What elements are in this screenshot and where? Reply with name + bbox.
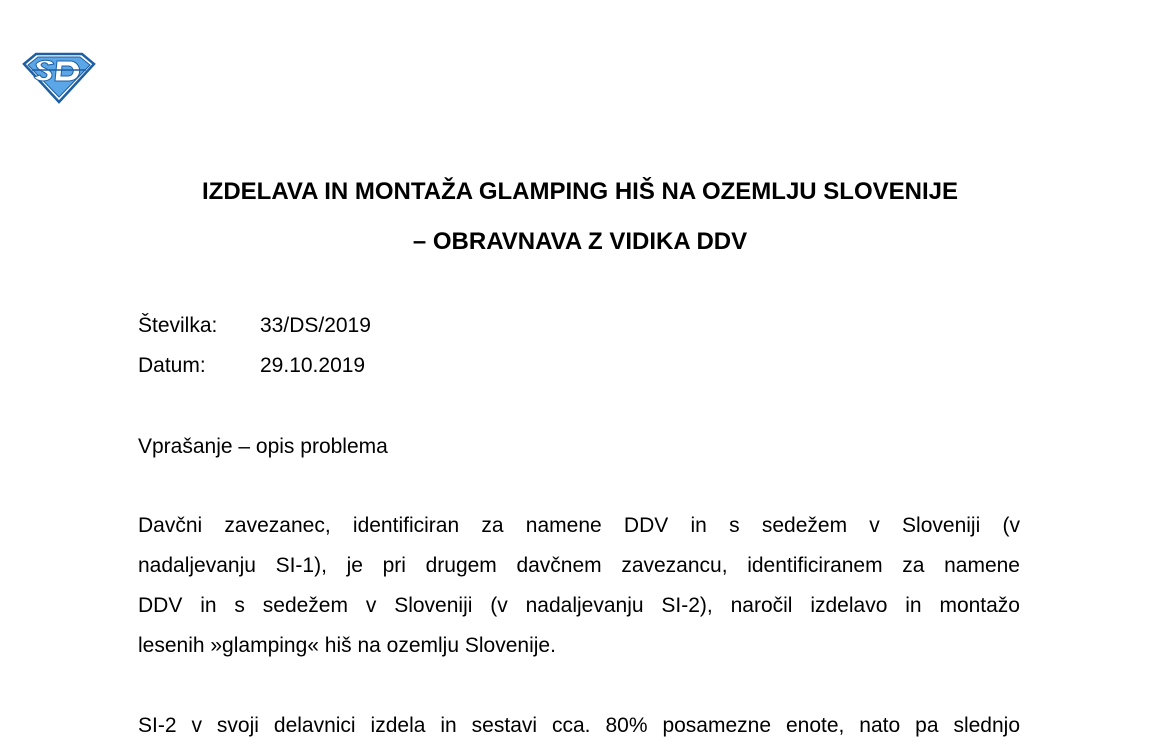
- document-title-line-2: – OBRAVNAVA Z VIDIKA DDV: [412, 228, 748, 255]
- shield-logo-icon: [22, 50, 96, 104]
- document-number-row: [138, 313, 371, 339]
- document-number-value: 33/DS/2019: [260, 314, 371, 337]
- paragraph-line: lesenih »glamping« hiš na ozemlju Slovenije.: [138, 634, 556, 657]
- paragraph-line: nadaljevanju SI-1), je pri drugem davčnem zavezancu, identificiranem za namene: [138, 554, 1020, 577]
- document-date-label: Datum:: [138, 354, 206, 377]
- section-heading: Vprašanje – opis problema: [138, 435, 388, 458]
- company-logo: [22, 50, 96, 104]
- paragraph-line: Davčni zavezanec, identificiran za namene DDV in s sedežem v Sloveniji (v: [138, 514, 1020, 537]
- document-title-line-1: IZDELAVA IN MONTAŽA GLAMPING HIŠ NA OZEMLJU SLOVENIJE: [201, 178, 958, 205]
- document-date-value: 29.10.2019: [260, 354, 366, 377]
- paragraph-line: SI-2 v svoji delavnici izdela in sestavi cca. 80% posamezne enote, nato pa slednjo: [138, 714, 1020, 737]
- paragraph-1: [138, 506, 1020, 666]
- document-date-row: [138, 353, 365, 379]
- document-number-label: Številka:: [138, 314, 218, 337]
- paragraph-2: [138, 706, 1020, 746]
- paragraph-line: DDV in s sedežem v Sloveniji (v nadaljevanju SI-2), naročil izdelavo in montažo: [138, 594, 1020, 617]
